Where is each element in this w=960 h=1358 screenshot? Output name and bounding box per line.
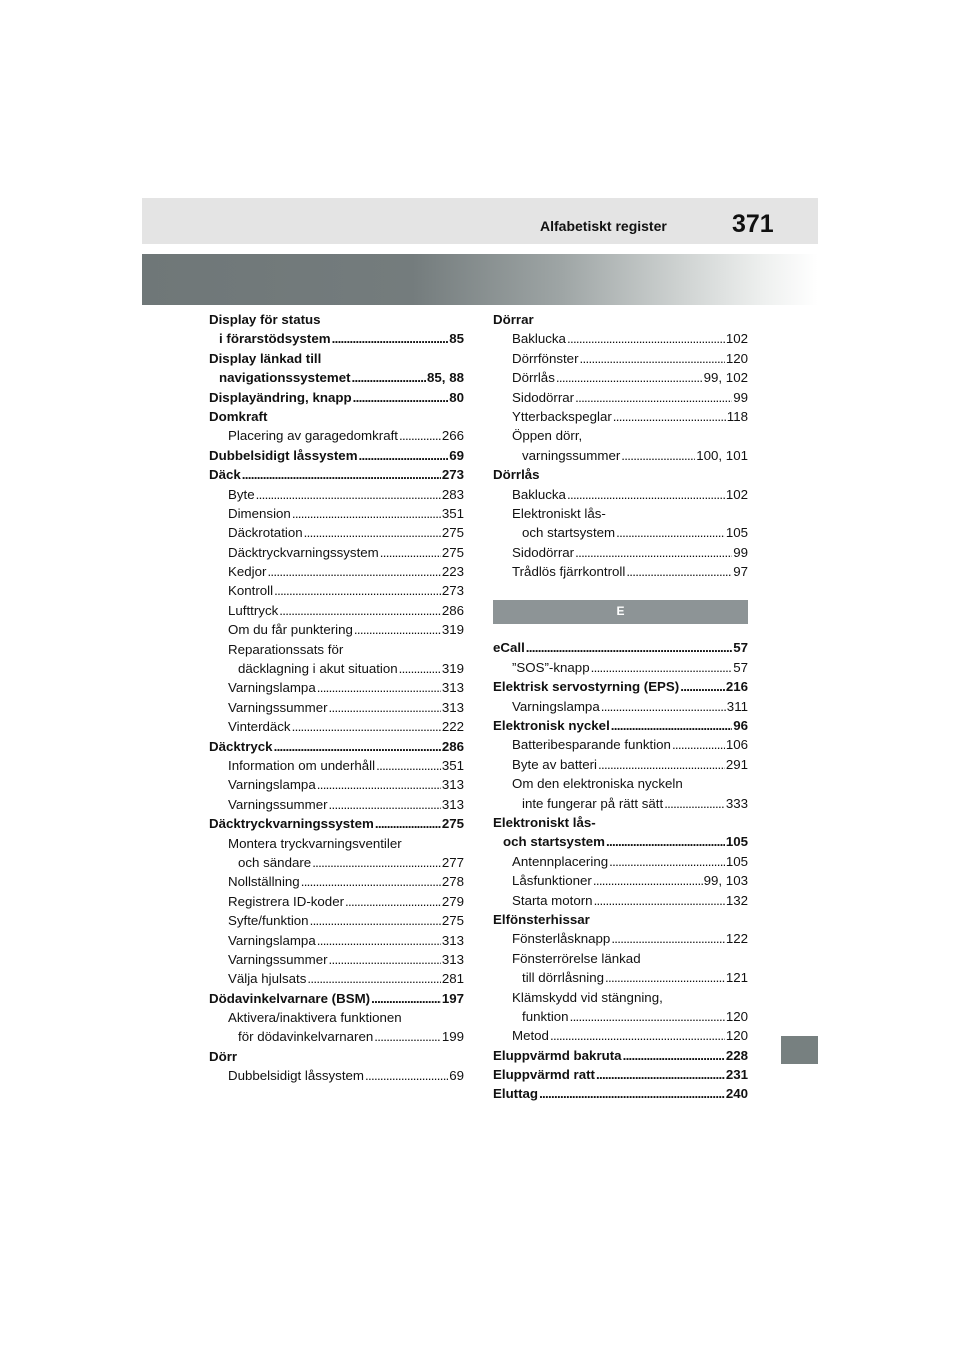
dot-leader	[621, 446, 695, 465]
index-entry	[209, 834, 464, 853]
dot-leader	[605, 968, 725, 987]
index-page-ref: 102	[725, 486, 748, 502]
index-entry	[209, 950, 464, 969]
index-term: Placering av garagedomkraft	[228, 428, 398, 444]
index-page-ref: 85	[449, 331, 464, 347]
index-term: Klämskydd vid stängning,	[512, 989, 663, 1005]
index-entry	[493, 310, 748, 329]
index-page-ref: 279	[441, 893, 464, 909]
index-term: Dörrar	[493, 312, 534, 327]
dot-leader	[594, 891, 725, 910]
dot-leader	[598, 755, 725, 774]
dot-leader	[375, 814, 441, 833]
index-term: Däcktryckvarningssystem	[228, 544, 379, 560]
index-term: Dubbelsidigt låssystem	[228, 1068, 364, 1084]
index-term: Baklucka	[512, 486, 566, 502]
dot-leader	[616, 523, 725, 542]
index-term: Dörrlås	[493, 467, 540, 483]
dot-leader	[345, 892, 441, 911]
index-page-ref: 281	[441, 971, 464, 987]
index-entry	[493, 968, 748, 987]
index-entry	[493, 755, 748, 774]
index-page-ref: 222	[441, 719, 464, 735]
index-entry	[209, 640, 464, 659]
index-term: Sidodörrar	[512, 544, 575, 560]
dot-leader	[242, 465, 441, 484]
index-entry	[493, 465, 748, 484]
dot-leader	[591, 658, 733, 677]
index-page-ref: 122	[725, 931, 748, 947]
index-entry	[493, 852, 748, 871]
index-term: Sidodörrar	[512, 389, 575, 405]
index-page-ref: 240	[725, 1086, 748, 1102]
index-entry	[493, 677, 748, 696]
dot-leader	[317, 678, 441, 697]
index-entry	[493, 891, 748, 910]
index-page-ref: 286	[441, 602, 464, 618]
index-page-ref: 313	[441, 699, 464, 715]
dot-leader	[376, 756, 441, 775]
index-page-ref: 273	[441, 583, 464, 599]
header-gradient-band	[142, 254, 818, 305]
index-term: Elektroniskt lås-	[512, 505, 606, 521]
index-entry	[493, 543, 748, 562]
index-page-ref: 100, 101	[696, 447, 748, 463]
index-term: Aktivera/inaktivera funktionen	[228, 1010, 402, 1026]
index-entry	[209, 775, 464, 794]
dot-leader	[359, 446, 449, 465]
dot-leader	[292, 717, 441, 736]
index-page-ref: 99	[733, 544, 748, 560]
index-term: Dödavinkelvarnare (BSM)	[209, 990, 371, 1006]
index-term: Däcktryck	[209, 738, 273, 754]
index-entry	[209, 329, 464, 348]
index-entry	[493, 658, 748, 677]
index-term: Kedjor	[228, 564, 267, 580]
index-entry	[209, 446, 464, 465]
index-term: Montera tryckvarningsventiler	[228, 835, 402, 851]
index-term: Lufttryck	[228, 602, 279, 618]
dot-leader	[329, 950, 441, 969]
index-page-ref: 278	[441, 874, 464, 890]
index-page-ref: 313	[441, 951, 464, 967]
index-term: Öppen dörr,	[512, 428, 583, 444]
index-page-ref: 313	[441, 796, 464, 812]
index-entry	[493, 988, 748, 1007]
dot-leader	[575, 388, 732, 407]
dot-leader	[329, 698, 441, 717]
index-page-ref: 319	[441, 622, 464, 638]
dot-leader	[267, 562, 440, 581]
index-entry	[493, 349, 748, 368]
index-term: Varningslampa	[228, 680, 316, 696]
dot-leader	[274, 737, 441, 756]
index-page-ref: 99, 102	[703, 370, 748, 386]
index-entry	[493, 813, 748, 832]
dot-leader	[399, 426, 441, 445]
dot-leader	[593, 871, 703, 890]
index-entry	[209, 737, 464, 756]
index-entry	[493, 329, 748, 348]
index-page-ref: 120	[725, 350, 748, 366]
dot-leader	[611, 716, 732, 735]
index-entry	[493, 504, 748, 523]
index-term: funktion	[522, 1008, 569, 1024]
index-entry	[209, 989, 464, 1008]
dot-leader	[310, 911, 441, 930]
index-entry	[493, 638, 748, 657]
index-term: Varningssummer	[228, 796, 328, 812]
dot-leader	[274, 581, 441, 600]
index-term: Om den elektroniska nyckeln	[512, 776, 683, 792]
index-entry	[493, 949, 748, 968]
index-entry	[493, 1007, 748, 1026]
index-term: Fönsterrörelse länkad	[512, 950, 641, 966]
index-entry	[209, 543, 464, 562]
index-term: Batteribesparande funktion	[512, 737, 671, 753]
index-term: Eluppvärmd ratt	[493, 1067, 595, 1083]
index-page-ref: 106	[725, 737, 748, 753]
index-term: Dörr	[209, 1048, 238, 1064]
index-term: Varningslampa	[228, 932, 316, 948]
dot-leader	[307, 969, 440, 988]
index-term: till dörrlåsning	[522, 970, 605, 986]
index-page-ref: 57	[733, 659, 748, 675]
dot-leader	[680, 677, 725, 696]
chapter-thumb-tab	[781, 1036, 818, 1064]
index-entry	[209, 1047, 464, 1066]
dot-leader	[626, 562, 732, 581]
index-entry	[493, 1026, 748, 1045]
index-page-ref: 99, 103	[703, 873, 748, 889]
index-entry	[493, 407, 748, 426]
dot-leader	[317, 931, 441, 950]
index-term: Kontroll	[228, 583, 274, 599]
index-page-ref: 120	[725, 1008, 748, 1024]
dot-leader	[304, 523, 441, 542]
index-term: Varningssummer	[228, 699, 328, 715]
index-page-ref: 105	[725, 834, 748, 850]
index-term: Displayändring, knapp	[209, 389, 352, 405]
index-term: Metod	[512, 1028, 549, 1044]
dot-leader	[353, 388, 449, 407]
index-page-ref: 97	[733, 564, 748, 580]
index-page-ref: 313	[441, 777, 464, 793]
index-entry	[209, 698, 464, 717]
index-page-ref: 132	[725, 892, 748, 908]
index-entry	[209, 717, 464, 736]
index-term: Varningslampa	[512, 698, 600, 714]
index-term: navigationssystemet	[219, 370, 351, 386]
header-title: Alfabetiskt register	[540, 218, 667, 234]
index-term: Domkraft	[209, 408, 268, 424]
index-page-ref: 333	[725, 795, 748, 811]
index-term: Display för status	[209, 312, 321, 327]
index-page-ref: 231	[725, 1067, 748, 1083]
index-entry	[209, 426, 464, 445]
dot-leader	[623, 1046, 725, 1065]
index-entry	[493, 832, 748, 851]
index-page-ref: 275	[441, 525, 464, 541]
index-term: Dörrlås	[512, 370, 555, 386]
dot-leader	[380, 543, 441, 562]
index-entry	[493, 910, 748, 929]
index-entry	[209, 814, 464, 833]
index-entry	[209, 310, 464, 329]
index-entry	[209, 562, 464, 581]
index-term: Välja hjulsats	[228, 971, 307, 987]
dot-leader	[301, 872, 441, 891]
dot-leader	[556, 368, 703, 387]
index-entry	[209, 1008, 464, 1027]
index-entry	[209, 1027, 464, 1046]
index-entry	[209, 504, 464, 523]
index-entry	[493, 426, 748, 445]
index-term: Elektrisk servostyrning (EPS)	[493, 679, 680, 695]
index-page-ref: 351	[441, 505, 464, 521]
index-term: Starta motorn	[512, 892, 593, 908]
index-term: Syfte/funktion	[228, 913, 309, 929]
index-term: för dödavinkelvarnaren	[238, 1029, 374, 1045]
dot-leader	[374, 1027, 441, 1046]
dot-leader	[613, 407, 726, 426]
index-term: däcklagning i akut situation	[238, 661, 398, 677]
index-entry	[209, 969, 464, 988]
index-entry	[493, 1065, 748, 1084]
index-term: Vinterdäck	[228, 719, 291, 735]
index-entry	[209, 678, 464, 697]
section-letter-header: E	[493, 600, 748, 624]
index-term: Registrera ID-koder	[228, 893, 345, 909]
index-term: Display länkad till	[209, 350, 322, 366]
dot-leader	[575, 543, 732, 562]
index-entry	[209, 523, 464, 542]
index-page-ref: 80	[449, 389, 464, 405]
index-entry	[493, 1084, 748, 1103]
index-term: Reparationssats för	[228, 641, 344, 657]
index-term: inte fungerar på rätt sätt	[522, 795, 664, 811]
dot-leader	[399, 659, 441, 678]
index-term: ”SOS”-knapp	[512, 659, 590, 675]
index-entry	[209, 892, 464, 911]
index-page-ref: 266	[441, 428, 464, 444]
index-entry	[209, 620, 464, 639]
index-term: Låsfunktioner	[512, 873, 592, 889]
index-page-ref: 319	[441, 661, 464, 677]
dot-leader	[609, 852, 725, 871]
dot-leader	[329, 795, 441, 814]
index-entry	[493, 368, 748, 387]
index-entry	[209, 485, 464, 504]
dot-leader	[580, 349, 725, 368]
dot-leader	[606, 832, 725, 851]
index-term: eCall	[493, 640, 525, 656]
dot-leader	[567, 329, 725, 348]
index-term: Dimension	[228, 505, 291, 521]
index-page-ref: 120	[725, 1028, 748, 1044]
index-page-ref: 199	[441, 1029, 464, 1045]
index-entry	[209, 931, 464, 950]
index-term: Antennplacering	[512, 853, 609, 869]
dot-leader	[256, 485, 441, 504]
index-page-ref: 102	[725, 331, 748, 347]
index-page-ref: 228	[725, 1047, 748, 1063]
index-page-ref: 275	[441, 544, 464, 560]
index-entry	[493, 1046, 748, 1065]
dot-leader	[596, 1065, 725, 1084]
dot-leader	[611, 929, 725, 948]
index-term: i förarstödsystem	[219, 331, 331, 347]
index-entry	[209, 911, 464, 930]
index-term: Om du får punktering	[228, 622, 353, 638]
index-group-e	[493, 638, 748, 1103]
index-page-ref: 96	[733, 718, 748, 734]
index-page-ref: 118	[726, 408, 748, 424]
index-term: Information om underhåll	[228, 757, 376, 773]
index-entry	[493, 697, 748, 716]
index-entry	[493, 774, 748, 793]
index-entry	[209, 872, 464, 891]
index-page-ref: 313	[441, 932, 464, 948]
dot-leader	[672, 735, 725, 754]
index-page-ref: 197	[441, 990, 464, 1006]
index-term: Eluttag	[493, 1086, 539, 1102]
index-term: Varningssummer	[228, 951, 328, 967]
index-entry	[493, 716, 748, 735]
index-page-ref: 105	[725, 853, 748, 869]
index-page-ref: 99	[733, 389, 748, 405]
index-term: och sändare	[238, 854, 312, 870]
index-page-ref: 275	[441, 913, 464, 929]
index-page-ref: 216	[725, 679, 748, 695]
index-entry	[209, 581, 464, 600]
index-page-ref: 273	[441, 467, 464, 483]
header-bar	[142, 198, 818, 244]
dot-leader	[312, 853, 441, 872]
dot-leader	[352, 368, 426, 387]
index-entry	[209, 853, 464, 872]
index-term: Dörrfönster	[512, 350, 579, 366]
index-page-ref: 69	[449, 1068, 464, 1084]
index-entry	[209, 795, 464, 814]
dot-leader	[332, 329, 449, 348]
dot-leader	[317, 775, 441, 794]
index-term: Däckrotation	[228, 525, 303, 541]
index-term: Varningslampa	[228, 777, 316, 793]
index-term: Byte	[228, 486, 255, 502]
dot-leader	[539, 1084, 725, 1103]
index-entry	[209, 465, 464, 484]
index-page-ref: 57	[733, 640, 748, 656]
index-term: Baklucka	[512, 331, 566, 347]
dot-leader	[570, 1007, 725, 1026]
index-term: och startsystem	[522, 525, 616, 541]
index-term: Däcktryckvarningssystem	[209, 816, 374, 832]
index-term: Eluppvärmd bakruta	[493, 1047, 622, 1063]
index-entry	[209, 601, 464, 620]
index-page-ref: 313	[441, 680, 464, 696]
dot-leader	[664, 794, 725, 813]
index-column-right	[493, 310, 748, 1104]
index-page-ref: 69	[449, 447, 464, 463]
index-term: Dubbelsidigt låssystem	[209, 447, 358, 463]
index-entry	[493, 523, 748, 542]
dot-leader	[371, 989, 441, 1008]
index-entry	[209, 349, 464, 368]
index-term: Elfönsterhissar	[493, 911, 590, 927]
index-term: Byte av batteri	[512, 756, 597, 772]
index-entry	[493, 562, 748, 581]
index-term: Nollställning	[228, 874, 300, 890]
dot-leader	[550, 1026, 725, 1045]
index-entry	[493, 446, 748, 465]
index-term: Däck	[209, 467, 241, 483]
index-page-ref: 85, 88	[427, 370, 464, 386]
index-term: Trådlös fjärrkontroll	[512, 564, 626, 580]
index-page-ref: 311	[726, 698, 748, 714]
index-term: varningssummer	[522, 447, 621, 463]
index-term: Ytterbackspeglar	[512, 408, 612, 424]
index-page-ref: 277	[441, 854, 464, 870]
index-page-ref: 286	[441, 738, 464, 754]
dot-leader	[292, 504, 441, 523]
index-entry	[493, 735, 748, 754]
index-page-ref: 351	[441, 757, 464, 773]
dot-leader	[601, 697, 726, 716]
dot-leader	[354, 620, 441, 639]
index-entry	[209, 388, 464, 407]
index-page-ref: 223	[441, 564, 464, 580]
page-number: 371	[732, 210, 774, 238]
index-column-left	[209, 310, 464, 1086]
index-page-ref: 275	[441, 816, 464, 832]
index-term: Fönsterlåsknapp	[512, 931, 611, 947]
index-entry	[493, 871, 748, 890]
index-page-ref: 105	[725, 525, 748, 541]
dot-leader	[526, 638, 732, 657]
dot-leader	[567, 485, 725, 504]
index-term: Elektronisk nyckel	[493, 718, 610, 734]
index-page-ref: 291	[725, 756, 748, 772]
index-entry	[493, 485, 748, 504]
index-entry	[209, 1066, 464, 1085]
index-page-ref: 283	[441, 486, 464, 502]
index-entry	[493, 929, 748, 948]
index-entry	[209, 659, 464, 678]
index-page-ref: 121	[725, 970, 748, 986]
index-entry	[209, 756, 464, 775]
index-entry	[493, 794, 748, 813]
index-entry	[209, 407, 464, 426]
index-term: Elektroniskt lås-	[493, 814, 596, 830]
dot-leader	[365, 1066, 448, 1085]
index-entry	[209, 368, 464, 387]
index-term: och startsystem	[503, 834, 605, 850]
index-group-d	[493, 310, 748, 581]
index-entry	[493, 388, 748, 407]
dot-leader	[279, 601, 441, 620]
